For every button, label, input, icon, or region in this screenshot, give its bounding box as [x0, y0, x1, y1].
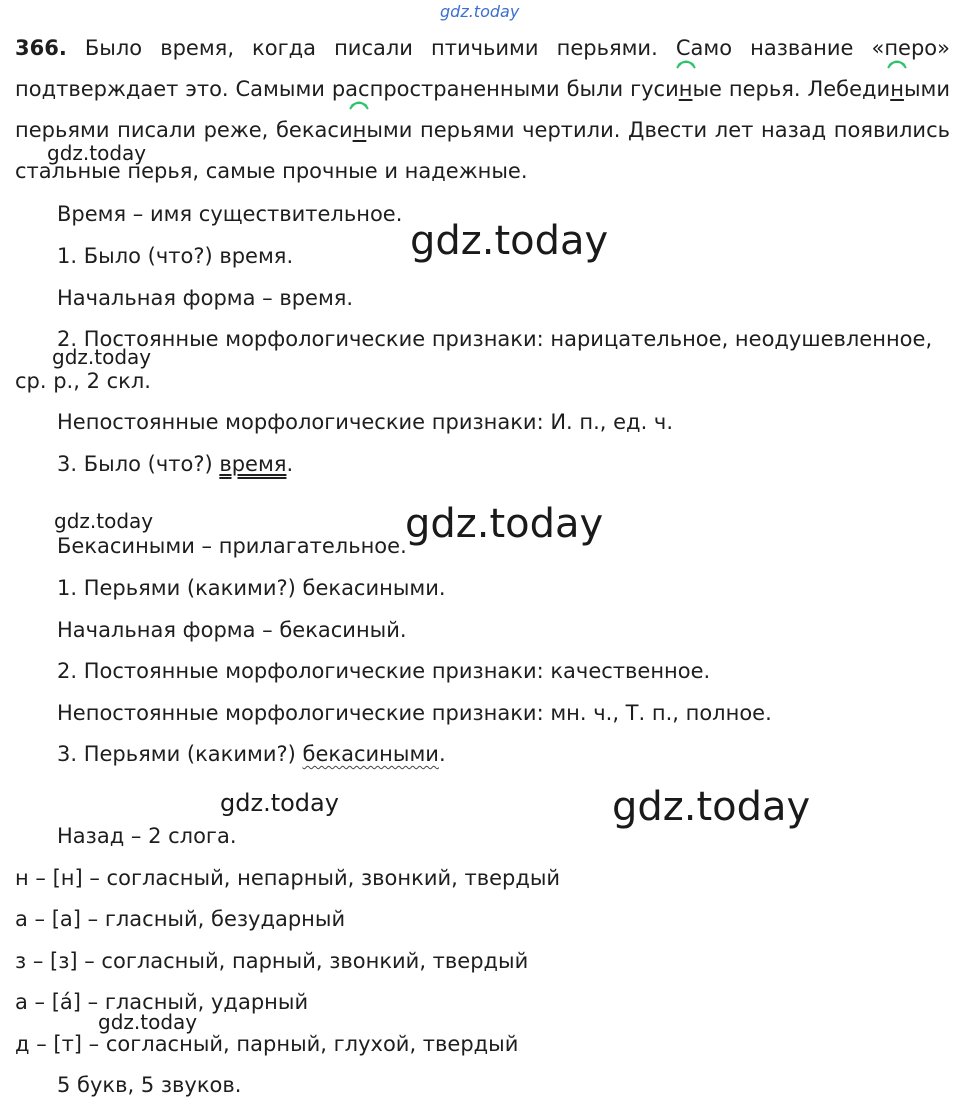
- watermark: gdz.today: [54, 509, 154, 533]
- exercise-number: 366.: [15, 36, 67, 60]
- suffix-mark: н: [890, 69, 904, 110]
- noun-initial-form: Начальная форма – время.: [57, 286, 354, 310]
- watermark: gdz.today: [410, 218, 609, 264]
- phonetics-summary: 5 букв, 5 звуков.: [57, 1073, 242, 1097]
- exercise-text: [15, 28, 950, 192]
- phonetic-row: н – [н] – согласный, непарный, звонкий, твердый: [15, 866, 561, 890]
- phonetics-title: Назад – 2 слога.: [57, 824, 237, 848]
- adj-initial-form: Начальная форма – бекасиный.: [57, 618, 407, 642]
- watermark: gdz.today: [52, 345, 152, 369]
- noun-point-2: 2. Постоянные морфологические признаки: нарицательное, неодушевленное,: [57, 327, 933, 351]
- exercise-text-part: ыми перьями чертили. Двести лет назад появились стальные перья, самые прочные и надежные.: [15, 118, 950, 183]
- subject-underline: время: [219, 452, 287, 476]
- phonetic-row: а – [а] – гласный, безударный: [15, 907, 346, 931]
- suffix-mark: н: [353, 110, 367, 151]
- exercise-text-part: Было время, когда писали птичьими перьями. Само название «перо» подтверждает это. Самыми распространенными были гуси: [15, 36, 950, 101]
- exercise-text-part: ые перья. Лебеди: [692, 77, 891, 101]
- exercise-text-part: ыми перьями писали реже, бекаси: [15, 77, 951, 142]
- adj-point-2: 2. Постоянные морфологические признаки: качественное.: [57, 659, 711, 683]
- adj-point-3: 3. Перьями (какими?) бекасиными.: [57, 742, 446, 766]
- watermark: gdz.today: [220, 789, 339, 817]
- phonetic-row: а – [á] – гласный, ударный: [15, 990, 309, 1014]
- adj-title: Бекасиными – прилагательное.: [57, 534, 407, 558]
- watermark: gdz.today: [47, 141, 147, 165]
- suffix-arc-icon: [675, 57, 697, 69]
- adj-point-1: 1. Перьями (какими?) бекасиными.: [57, 576, 446, 600]
- phonetic-row: д – [т] – согласный, парный, глухой, твердый: [15, 1032, 519, 1056]
- watermark: gdz.today: [405, 501, 604, 547]
- suffix-mark: н: [679, 69, 693, 110]
- watermark: gdz.today: [612, 784, 811, 830]
- suffix-arc-icon: [886, 57, 908, 69]
- adj-variable-features: Непостоянные морфологические признаки: мн. ч., Т. п., полное.: [57, 701, 772, 725]
- noun-point-2-cont: ср. р., 2 скл.: [15, 369, 151, 393]
- suffix-arc-icon: [348, 98, 370, 110]
- noun-title: Время – имя существительное.: [57, 202, 403, 226]
- watermark: gdz.today: [98, 1010, 198, 1034]
- watermark-top: gdz.today: [440, 2, 520, 21]
- phonetic-row: з – [з] – согласный, парный, звонкий, твердый: [15, 949, 529, 973]
- noun-variable-features: Непостоянные морфологические признаки: И. п., ед. ч.: [57, 410, 674, 434]
- attribute-wavy-underline: бекасиными: [302, 742, 439, 766]
- noun-point-1: 1. Было (что?) время.: [57, 244, 294, 268]
- noun-point-3: 3. Было (что?) время.: [57, 452, 294, 476]
